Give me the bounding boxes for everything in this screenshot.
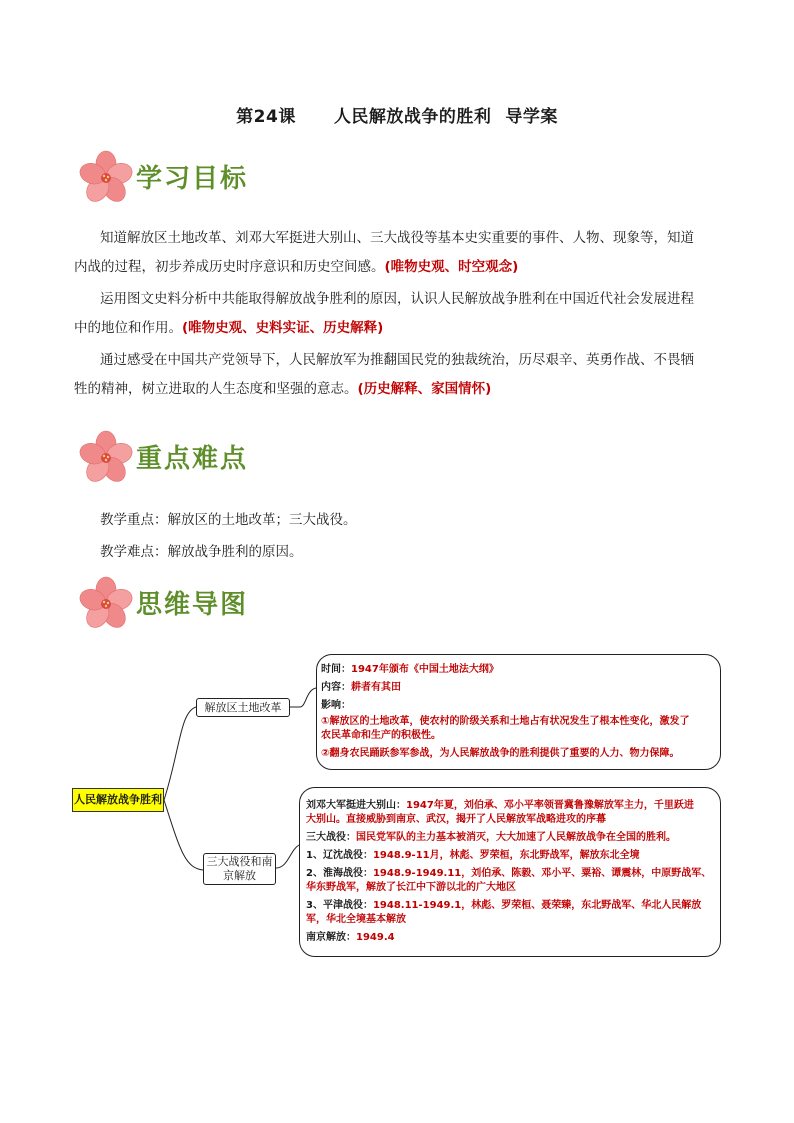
goal-line: 牲的精神，树立进取的人生态度和坚强的意志。(历史解释、家国情怀): [74, 381, 492, 397]
key-focus: 教学重点：解放区的土地改革；三大战役。: [100, 512, 357, 528]
goal-tag: (唯物史观、时空观念): [384, 259, 519, 275]
box-row-effect-2: ②翻身农民踊跃参军参战，为人民解放战争的胜利提供了重要的人力、物力保障。: [321, 748, 680, 759]
key-difficulty: 教学难点：解放战争胜利的原因。: [100, 544, 303, 560]
branch-line: 京解放: [223, 869, 256, 882]
mindmap-box-campaigns: [299, 787, 721, 957]
goal-line: 中的地位和作用。(唯物史观、史料实证、历史解释): [74, 320, 384, 336]
goal-line: 内战的过程，初步养成历史时序意识和历史空间感。(唯物史观、时空观念): [74, 259, 519, 275]
goal-paragraph-3: [74, 346, 716, 404]
box-row-dabie: 刘邓大军挺进大别山：1947年夏，刘伯承、邓小平率领晋冀鲁豫解放军主力，千里跃进 大别山。直接威胁到南京、武汉，揭开了人民解放军战略进攻的序幕: [306, 800, 694, 825]
box-row-pingjin: 3、平津战役：1948.11-1949.1，林彪、罗荣桓、聂荣臻，东北野战军、华北人民解放 军，华北全境基本解放: [306, 900, 702, 925]
mindmap-root: 人民解放战争胜利: [72, 788, 164, 812]
page-title: [0, 102, 794, 127]
goal-paragraph-1: [74, 224, 716, 282]
lesson-topic: 人民解放战争的胜利: [333, 107, 492, 127]
box-row-effect: 影响：: [321, 700, 351, 711]
section-title: 思维导图: [136, 590, 249, 620]
lesson-suffix: 导学案: [505, 107, 558, 127]
mindmap-branch-land-reform: 解放区土地改革: [196, 698, 290, 717]
mindmap-branch-campaigns: [203, 853, 276, 885]
section-title: 重点难点: [136, 444, 249, 474]
goal-tag: (唯物史观、史料实证、历史解释): [182, 320, 384, 336]
flower-icon: [76, 430, 136, 486]
goal-line: 通过感受在中国共产党领导下，人民解放军为推翻国民党的独裁统治，历尽艰辛、英勇作战、不畏牺: [100, 352, 694, 368]
box-row-effect-1: ①解放区的土地改革，使农村的阶级关系和土地占有状况发生了根本性变化，激发了 农民革命和生产的积极性。: [321, 716, 690, 741]
section-title: 学习目标: [136, 164, 249, 194]
goal-line: 知道解放区土地改革、刘邓大军挺进大别山、三大战役等基本史实重要的事件、人物、现象等，知道: [100, 230, 694, 246]
box-row-content: 内容：耕者有其田: [321, 682, 401, 693]
flower-icon: [76, 150, 136, 206]
branch-line: 三大战役和南: [206, 855, 273, 868]
mindmap-box-land-reform: [316, 654, 721, 770]
box-row-nanjing: 南京解放：1949.4: [306, 932, 395, 943]
box-row-liaoshen: 1、辽沈战役：1948.9-11月，林彪、罗荣桓，东北野战军，解放东北全境: [306, 850, 640, 861]
box-row-time: 时间：1947年颁布《中国土地法大纲》: [321, 664, 499, 675]
goal-line: 运用图文史料分析中共能取得解放战争胜利的原因，认识人民解放战争胜利在中国近代社会发展进程: [100, 291, 694, 307]
box-row-three-campaigns: 三大战役：国民党军队的主力基本被消灭，大大加速了人民解放战争在全国的胜利。: [306, 832, 676, 843]
goal-paragraph-2: [74, 285, 716, 343]
box-row-huaihai: 2、淮海战役：1948.9-1949.11，刘伯承、陈毅、邓小平、粟裕、谭震林，中原野战军、 华东野战军，解放了长江中下游以北的广大地区: [306, 868, 712, 893]
flower-icon: [76, 576, 136, 632]
lesson-number: 第24课: [236, 107, 296, 127]
goal-tag: (历史解释、家国情怀): [357, 381, 492, 397]
